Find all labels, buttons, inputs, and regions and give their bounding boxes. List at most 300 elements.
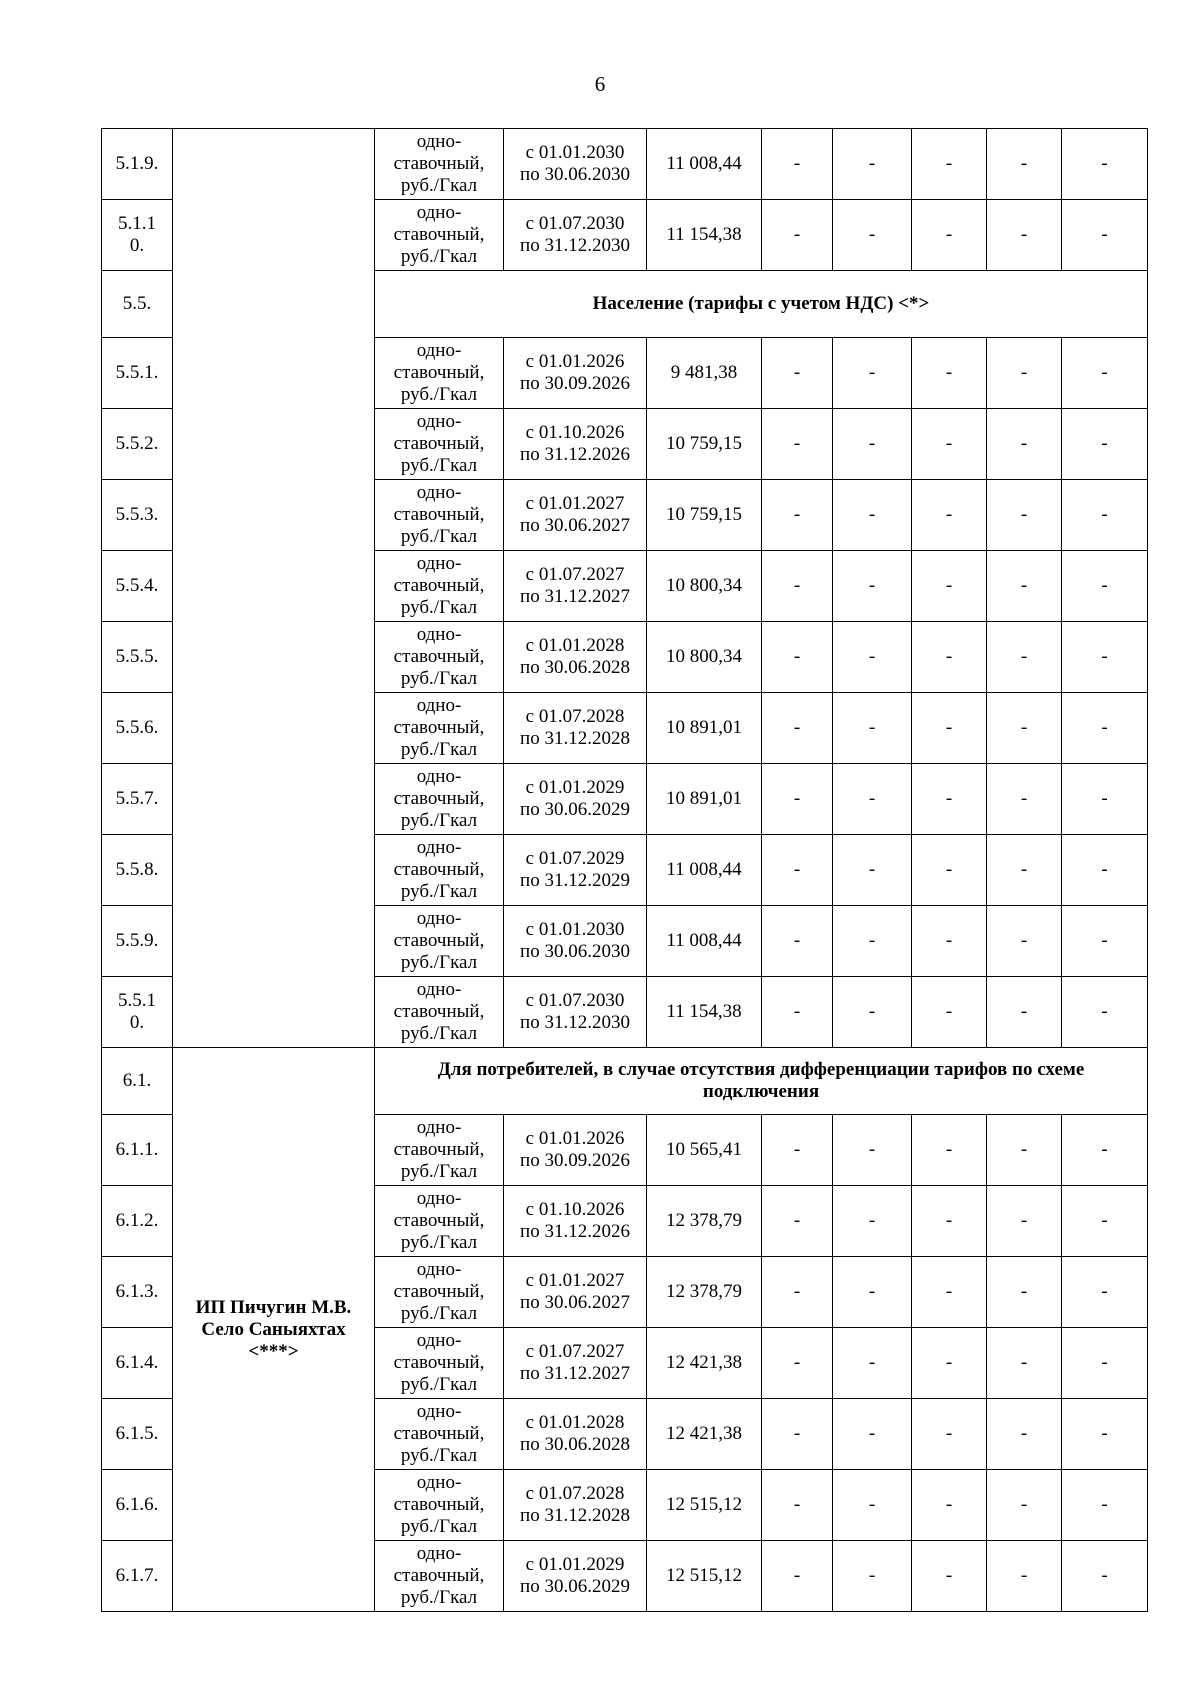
text-line: одно- xyxy=(416,1188,462,1209)
text-line: одно- xyxy=(416,553,462,574)
empty-value-cell: - xyxy=(833,1328,912,1399)
row-number-cell xyxy=(102,1257,173,1328)
text-line: 5.5.5. xyxy=(115,646,159,667)
period-from: с 01.01.2030 xyxy=(525,142,625,163)
text-line: одно- xyxy=(416,766,462,787)
text-line: ставочный, xyxy=(393,1352,485,1373)
tariff-value-cell: 11 154,38 xyxy=(647,977,762,1048)
period-from: с 01.07.2030 xyxy=(525,990,625,1011)
tariff-value-cell: 12 515,12 xyxy=(647,1541,762,1612)
tariff-value-cell: 10 891,01 xyxy=(647,693,762,764)
empty-value-cell: - xyxy=(912,977,987,1048)
empty-value-cell: - xyxy=(912,1115,987,1186)
text-line: 5.5.4. xyxy=(115,575,159,596)
period-from: с 01.07.2030 xyxy=(525,213,625,234)
text-line: 0. xyxy=(129,235,145,256)
tariff-table xyxy=(101,128,1148,1612)
empty-value-cell: - xyxy=(1062,764,1148,835)
row-number-cell xyxy=(102,622,173,693)
empty-value-cell: - xyxy=(1062,338,1148,409)
empty-value-cell: - xyxy=(833,693,912,764)
period-to: по 30.09.2026 xyxy=(520,1150,630,1171)
empty-value-cell: - xyxy=(987,551,1062,622)
text-line: руб./Гкал xyxy=(400,1023,478,1044)
empty-value-cell: - xyxy=(987,1328,1062,1399)
text-line: ставочный, xyxy=(393,433,485,454)
tariff-table-body xyxy=(102,129,1148,1612)
empty-value-cell: - xyxy=(762,129,833,200)
period-from: с 01.01.2027 xyxy=(525,1270,625,1291)
rate-type-cell xyxy=(375,1470,504,1541)
organization-cell xyxy=(173,1048,375,1612)
section-title-line: подключения xyxy=(702,1081,820,1102)
period-from: с 01.01.2028 xyxy=(525,1412,625,1433)
text-line: руб./Гкал xyxy=(400,881,478,902)
empty-value-cell: - xyxy=(833,764,912,835)
text-line: одно- xyxy=(416,411,462,432)
text-line: ставочный, xyxy=(393,717,485,738)
text-line: одно- xyxy=(416,482,462,503)
period-cell xyxy=(504,1186,647,1257)
period-from: с 01.07.2028 xyxy=(525,1483,625,1504)
rate-type-cell xyxy=(375,1399,504,1470)
rate-type-cell xyxy=(375,622,504,693)
text-line: 6.1.4. xyxy=(115,1352,159,1373)
period-to: по 31.12.2027 xyxy=(520,1363,630,1384)
row-number-cell xyxy=(102,409,173,480)
period-to: по 30.06.2030 xyxy=(520,164,630,185)
period-to: по 30.09.2026 xyxy=(520,373,630,394)
text-line: руб./Гкал xyxy=(400,1587,478,1608)
rate-type-cell xyxy=(375,200,504,271)
text-line: одно- xyxy=(416,340,462,361)
text-line: 5.5.6. xyxy=(115,717,159,738)
text-line: ставочный, xyxy=(393,224,485,245)
rate-type-cell xyxy=(375,338,504,409)
empty-value-cell: - xyxy=(762,977,833,1048)
empty-value-cell: - xyxy=(987,835,1062,906)
period-from: с 01.01.2027 xyxy=(525,493,625,514)
text-line: руб./Гкал xyxy=(400,810,478,831)
page-number: 6 xyxy=(594,72,606,96)
text-line: 5.5.1 xyxy=(118,990,156,1011)
empty-value-cell: - xyxy=(1062,1328,1148,1399)
empty-value-cell: - xyxy=(912,129,987,200)
row-number-cell xyxy=(102,1115,173,1186)
row-number-cell xyxy=(102,1541,173,1612)
row-number-cell xyxy=(102,551,173,622)
section-number-cell: 5.5. xyxy=(102,271,173,338)
empty-value-cell: - xyxy=(987,1186,1062,1257)
empty-value-cell: - xyxy=(833,1399,912,1470)
rate-type-cell xyxy=(375,693,504,764)
row-number-cell xyxy=(102,480,173,551)
period-from: с 01.01.2029 xyxy=(525,777,625,798)
empty-value-cell: - xyxy=(833,977,912,1048)
empty-value-cell: - xyxy=(1062,693,1148,764)
rate-type-cell xyxy=(375,835,504,906)
empty-value-cell: - xyxy=(1062,129,1148,200)
period-to: по 30.06.2028 xyxy=(520,1434,630,1455)
period-cell xyxy=(504,200,647,271)
text-line: руб./Гкал xyxy=(400,1303,478,1324)
period-from: с 01.01.2026 xyxy=(525,1128,625,1149)
tariff-value-cell: 10 800,34 xyxy=(647,551,762,622)
period-cell xyxy=(504,835,647,906)
text-line: ставочный, xyxy=(393,504,485,525)
empty-value-cell: - xyxy=(833,129,912,200)
section-title-line: Население (тарифы с учетом НДС) <*> xyxy=(592,293,930,314)
text-line: ставочный, xyxy=(393,1281,485,1302)
row-number-cell xyxy=(102,835,173,906)
empty-value-cell: - xyxy=(833,835,912,906)
empty-value-cell: - xyxy=(833,906,912,977)
period-cell xyxy=(504,906,647,977)
empty-value-cell: - xyxy=(912,480,987,551)
text-line: ставочный, xyxy=(393,153,485,174)
period-from: с 01.10.2026 xyxy=(525,1199,625,1220)
text-line: руб./Гкал xyxy=(400,384,478,405)
organization-cell-empty xyxy=(173,129,375,1048)
text-line: одно- xyxy=(416,1401,462,1422)
tariff-value-cell: 11 008,44 xyxy=(647,835,762,906)
period-from: с 01.01.2030 xyxy=(525,919,625,940)
period-from: с 01.01.2026 xyxy=(525,351,625,372)
empty-value-cell: - xyxy=(833,1257,912,1328)
period-cell xyxy=(504,764,647,835)
period-to: по 30.06.2028 xyxy=(520,657,630,678)
row-number-cell xyxy=(102,977,173,1048)
rate-type-cell xyxy=(375,129,504,200)
tariff-value-cell: 11 008,44 xyxy=(647,129,762,200)
text-line: руб./Гкал xyxy=(400,1445,478,1466)
period-cell xyxy=(504,1115,647,1186)
empty-value-cell: - xyxy=(762,1257,833,1328)
text-line: ставочный, xyxy=(393,930,485,951)
text-line: руб./Гкал xyxy=(400,1516,478,1537)
empty-value-cell: - xyxy=(762,764,833,835)
text-line: одно- xyxy=(416,695,462,716)
text-line: ставочный, xyxy=(393,362,485,383)
empty-value-cell: - xyxy=(1062,1399,1148,1470)
text-line: 6.1.1. xyxy=(115,1139,159,1160)
period-cell xyxy=(504,1257,647,1328)
empty-value-cell: - xyxy=(912,1541,987,1612)
period-cell xyxy=(504,1399,647,1470)
text-line: одно- xyxy=(416,837,462,858)
period-cell xyxy=(504,338,647,409)
text-line: 6.1.6. xyxy=(115,1494,159,1515)
empty-value-cell: - xyxy=(912,409,987,480)
text-line: 6.1.5. xyxy=(115,1423,159,1444)
empty-value-cell: - xyxy=(912,835,987,906)
tariff-value-cell: 12 378,79 xyxy=(647,1257,762,1328)
period-cell xyxy=(504,1328,647,1399)
text-line: 5.5.9. xyxy=(115,930,159,951)
period-to: по 30.06.2029 xyxy=(520,1576,630,1597)
period-from: с 01.10.2026 xyxy=(525,422,625,443)
empty-value-cell: - xyxy=(833,1541,912,1612)
text-line: ставочный, xyxy=(393,575,485,596)
text-line: одно- xyxy=(416,624,462,645)
tariff-value-cell: 10 565,41 xyxy=(647,1115,762,1186)
empty-value-cell: - xyxy=(912,1399,987,1470)
empty-value-cell: - xyxy=(762,835,833,906)
row-number-cell xyxy=(102,1399,173,1470)
rate-type-cell xyxy=(375,1328,504,1399)
tariff-value-cell: 9 481,38 xyxy=(647,338,762,409)
empty-value-cell: - xyxy=(912,1470,987,1541)
period-cell xyxy=(504,409,647,480)
empty-value-cell: - xyxy=(912,693,987,764)
empty-value-cell: - xyxy=(762,1328,833,1399)
period-cell xyxy=(504,693,647,764)
tariff-value-cell: 10 800,34 xyxy=(647,622,762,693)
tariff-value-cell: 12 515,12 xyxy=(647,1470,762,1541)
period-from: с 01.07.2029 xyxy=(525,848,625,869)
rate-type-cell xyxy=(375,480,504,551)
tariff-value-cell: 10 759,15 xyxy=(647,409,762,480)
organization-name-line: ИП Пичугин М.В. xyxy=(195,1296,352,1318)
section-row xyxy=(102,1048,1148,1115)
period-from: с 01.01.2028 xyxy=(525,635,625,656)
text-line: ставочный, xyxy=(393,1423,485,1444)
empty-value-cell: - xyxy=(1062,409,1148,480)
period-cell xyxy=(504,551,647,622)
empty-value-cell: - xyxy=(762,1115,833,1186)
empty-value-cell: - xyxy=(1062,480,1148,551)
rate-type-cell xyxy=(375,551,504,622)
text-line: 6.1.3. xyxy=(115,1281,159,1302)
empty-value-cell: - xyxy=(987,693,1062,764)
period-to: по 31.12.2029 xyxy=(520,870,630,891)
text-line: руб./Гкал xyxy=(400,1161,478,1182)
empty-value-cell: - xyxy=(1062,1115,1148,1186)
period-from: с 01.07.2027 xyxy=(525,564,625,585)
row-number-cell xyxy=(102,338,173,409)
empty-value-cell: - xyxy=(1062,1541,1148,1612)
row-number-cell xyxy=(102,200,173,271)
empty-value-cell: - xyxy=(833,1470,912,1541)
empty-value-cell: - xyxy=(912,1328,987,1399)
empty-value-cell: - xyxy=(987,409,1062,480)
text-line: руб./Гкал xyxy=(400,739,478,760)
period-to: по 31.12.2027 xyxy=(520,586,630,607)
text-line: 5.1.1 xyxy=(118,213,156,234)
rate-type-cell xyxy=(375,764,504,835)
section-title xyxy=(375,1048,1148,1115)
empty-value-cell: - xyxy=(762,1541,833,1612)
text-line: ставочный, xyxy=(393,859,485,880)
period-to: по 31.12.2030 xyxy=(520,235,630,256)
period-to: по 31.12.2030 xyxy=(520,1012,630,1033)
period-from: с 01.07.2027 xyxy=(525,1341,625,1362)
empty-value-cell: - xyxy=(987,1257,1062,1328)
text-line: руб./Гкал xyxy=(400,1374,478,1395)
empty-value-cell: - xyxy=(833,480,912,551)
period-cell xyxy=(504,129,647,200)
text-line: ставочный, xyxy=(393,1210,485,1231)
row-number-cell xyxy=(102,129,173,200)
empty-value-cell: - xyxy=(833,338,912,409)
empty-value-cell: - xyxy=(987,338,1062,409)
empty-value-cell: - xyxy=(833,622,912,693)
empty-value-cell: - xyxy=(1062,1186,1148,1257)
empty-value-cell: - xyxy=(987,906,1062,977)
section-title-line: Для потребителей, в случае отсутствия дифференциации тарифов по схеме xyxy=(437,1059,1085,1080)
empty-value-cell: - xyxy=(1062,835,1148,906)
text-line: 5.5.3. xyxy=(115,504,159,525)
text-line: ставочный, xyxy=(393,646,485,667)
row-number-cell xyxy=(102,1328,173,1399)
period-from: с 01.07.2028 xyxy=(525,706,625,727)
period-to: по 31.12.2026 xyxy=(520,444,630,465)
tariff-value-cell: 11 008,44 xyxy=(647,906,762,977)
text-line: одно- xyxy=(416,202,462,223)
text-line: руб./Гкал xyxy=(400,597,478,618)
empty-value-cell: - xyxy=(762,693,833,764)
empty-value-cell: - xyxy=(912,1186,987,1257)
empty-value-cell: - xyxy=(987,1115,1062,1186)
empty-value-cell: - xyxy=(762,1470,833,1541)
section-number-cell: 6.1. xyxy=(102,1048,173,1115)
rate-type-cell xyxy=(375,409,504,480)
empty-value-cell: - xyxy=(833,551,912,622)
row-number-cell xyxy=(102,906,173,977)
empty-value-cell: - xyxy=(762,1186,833,1257)
text-line: 0. xyxy=(129,1012,145,1033)
empty-value-cell: - xyxy=(987,977,1062,1048)
empty-value-cell: - xyxy=(1062,551,1148,622)
empty-value-cell: - xyxy=(762,906,833,977)
period-to: по 31.12.2028 xyxy=(520,728,630,749)
rate-type-cell xyxy=(375,1186,504,1257)
text-line: 5.1.9. xyxy=(115,153,159,174)
tariff-value-cell: 12 421,38 xyxy=(647,1328,762,1399)
text-line: 5.5.7. xyxy=(115,788,159,809)
rate-type-cell xyxy=(375,977,504,1048)
period-to: по 30.06.2027 xyxy=(520,1292,630,1313)
empty-value-cell: - xyxy=(762,1399,833,1470)
empty-value-cell: - xyxy=(762,622,833,693)
organization-name-line: Село Саныяхтах xyxy=(201,1318,346,1340)
text-line: одно- xyxy=(416,1117,462,1138)
empty-value-cell: - xyxy=(912,906,987,977)
empty-value-cell: - xyxy=(833,1186,912,1257)
rate-type-cell xyxy=(375,1541,504,1612)
empty-value-cell: - xyxy=(762,200,833,271)
empty-value-cell: - xyxy=(912,622,987,693)
text-line: одно- xyxy=(416,979,462,1000)
organization-name-line: <***> xyxy=(248,1340,299,1362)
row-number-cell xyxy=(102,1186,173,1257)
text-line: руб./Гкал xyxy=(400,455,478,476)
period-to: по 31.12.2028 xyxy=(520,1505,630,1526)
empty-value-cell: - xyxy=(912,764,987,835)
tariff-value-cell: 12 378,79 xyxy=(647,1186,762,1257)
text-line: 5.5.1. xyxy=(115,362,159,383)
period-to: по 31.12.2026 xyxy=(520,1221,630,1242)
empty-value-cell: - xyxy=(762,480,833,551)
text-line: ставочный, xyxy=(393,1139,485,1160)
text-line: 6.1.7. xyxy=(115,1565,159,1586)
empty-value-cell: - xyxy=(833,1115,912,1186)
text-line: ставочный, xyxy=(393,1001,485,1022)
tariff-value-cell: 10 891,01 xyxy=(647,764,762,835)
empty-value-cell: - xyxy=(987,622,1062,693)
text-line: руб./Гкал xyxy=(400,175,478,196)
empty-value-cell: - xyxy=(762,551,833,622)
empty-value-cell: - xyxy=(912,338,987,409)
text-line: одно- xyxy=(416,1330,462,1351)
period-from: с 01.01.2029 xyxy=(525,1554,625,1575)
tariff-value-cell: 11 154,38 xyxy=(647,200,762,271)
row-number-cell xyxy=(102,693,173,764)
empty-value-cell: - xyxy=(987,1541,1062,1612)
empty-value-cell: - xyxy=(762,409,833,480)
empty-value-cell: - xyxy=(987,129,1062,200)
period-to: по 30.06.2027 xyxy=(520,515,630,536)
period-cell xyxy=(504,1541,647,1612)
text-line: одно- xyxy=(416,131,462,152)
empty-value-cell: - xyxy=(833,409,912,480)
empty-value-cell: - xyxy=(1062,622,1148,693)
empty-value-cell: - xyxy=(1062,906,1148,977)
empty-value-cell: - xyxy=(987,1470,1062,1541)
empty-value-cell: - xyxy=(912,200,987,271)
text-line: руб./Гкал xyxy=(400,1232,478,1253)
text-line: 5.5.8. xyxy=(115,859,159,880)
empty-value-cell: - xyxy=(987,480,1062,551)
period-to: по 30.06.2029 xyxy=(520,799,630,820)
empty-value-cell: - xyxy=(1062,1470,1148,1541)
empty-value-cell: - xyxy=(912,551,987,622)
rate-type-cell xyxy=(375,1257,504,1328)
empty-value-cell: - xyxy=(1062,1257,1148,1328)
empty-value-cell: - xyxy=(1062,977,1148,1048)
table-row xyxy=(102,129,1148,200)
text-line: руб./Гкал xyxy=(400,668,478,689)
text-line: руб./Гкал xyxy=(400,526,478,547)
empty-value-cell: - xyxy=(987,200,1062,271)
empty-value-cell: - xyxy=(987,764,1062,835)
empty-value-cell: - xyxy=(1062,200,1148,271)
tariff-value-cell: 10 759,15 xyxy=(647,480,762,551)
period-cell xyxy=(504,1470,647,1541)
text-line: 5.5.2. xyxy=(115,433,159,454)
period-cell xyxy=(504,622,647,693)
text-line: руб./Гкал xyxy=(400,246,478,267)
text-line: одно- xyxy=(416,1472,462,1493)
period-to: по 30.06.2030 xyxy=(520,941,630,962)
row-number-cell xyxy=(102,1470,173,1541)
section-title xyxy=(375,271,1148,338)
row-number-cell xyxy=(102,764,173,835)
rate-type-cell xyxy=(375,906,504,977)
text-line: одно- xyxy=(416,908,462,929)
text-line: 6.1.2. xyxy=(115,1210,159,1231)
text-line: ставочный, xyxy=(393,1494,485,1515)
empty-value-cell: - xyxy=(987,1399,1062,1470)
empty-value-cell: - xyxy=(762,338,833,409)
tariff-value-cell: 12 421,38 xyxy=(647,1399,762,1470)
text-line: одно- xyxy=(416,1259,462,1280)
rate-type-cell xyxy=(375,1115,504,1186)
text-line: руб./Гкал xyxy=(400,952,478,973)
period-cell xyxy=(504,480,647,551)
text-line: ставочный, xyxy=(393,788,485,809)
text-line: одно- xyxy=(416,1543,462,1564)
